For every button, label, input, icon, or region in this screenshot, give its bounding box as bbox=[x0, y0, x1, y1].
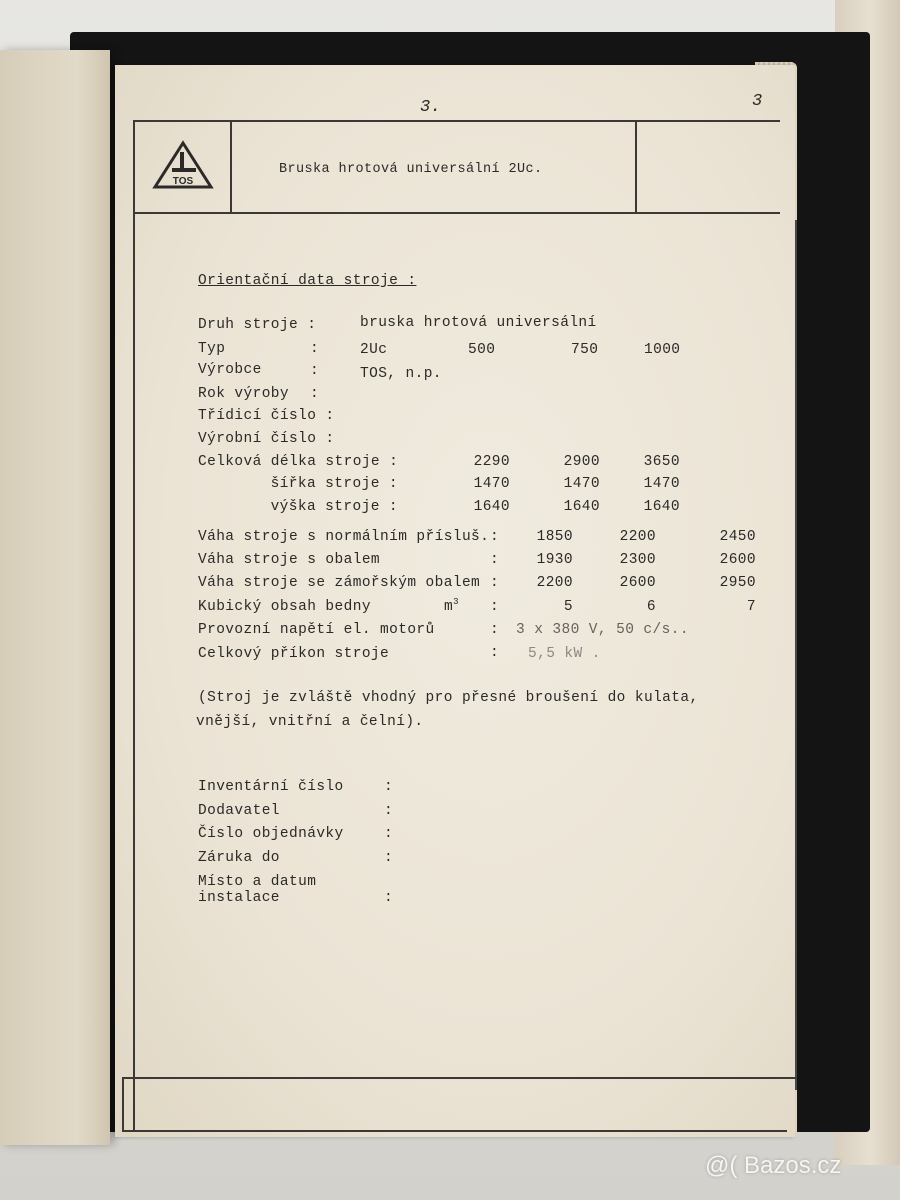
admin-label: instalace bbox=[198, 890, 280, 906]
row-colon: : bbox=[384, 890, 394, 906]
type-value: 750 bbox=[571, 342, 599, 358]
weight-value: 2600 bbox=[719, 552, 756, 568]
dimension-value: 1640 bbox=[563, 499, 600, 515]
admin-label: Inventární číslo bbox=[198, 779, 344, 795]
admin-label: Místo a datum bbox=[198, 874, 317, 890]
type-value: 1000 bbox=[644, 342, 681, 358]
frame-line bbox=[635, 120, 637, 214]
dimension-value: 1640 bbox=[643, 499, 680, 515]
row-colon: : bbox=[310, 386, 320, 402]
electrical-value: 5,5 kW . bbox=[528, 646, 601, 662]
admin-label: Číslo objednávky bbox=[198, 826, 344, 842]
row-value: TOS, n.p. bbox=[360, 366, 442, 382]
bazos-watermark: @( Bazos.cz bbox=[705, 1152, 842, 1179]
corner-page-mark: 3 bbox=[752, 92, 763, 111]
row-label: Rok výroby bbox=[198, 386, 290, 402]
row-colon: : bbox=[384, 826, 394, 842]
weight-value: 2450 bbox=[719, 529, 756, 545]
admin-label: Záruka do bbox=[198, 850, 280, 866]
type-value: 2Uc bbox=[360, 342, 388, 358]
dimension-value: 3650 bbox=[643, 454, 680, 470]
frame-line bbox=[230, 120, 232, 214]
tos-logo bbox=[152, 140, 214, 192]
note-line: vnější, vnitřní a čelní). bbox=[196, 714, 424, 730]
frame-line bbox=[122, 1077, 797, 1079]
row-label: Typ bbox=[198, 341, 226, 357]
row-colon: : bbox=[384, 850, 394, 866]
logo-text: TOS bbox=[172, 176, 194, 187]
row-colon: : bbox=[490, 622, 500, 638]
weight-label: Váha stroje se zámořským obalem bbox=[198, 575, 481, 591]
electrical-label: Provozní napětí el. motorů bbox=[198, 622, 435, 638]
row-colon: : bbox=[384, 803, 394, 819]
row-colon: : bbox=[384, 779, 394, 795]
frame-line bbox=[795, 220, 797, 1090]
weight-value: 5 bbox=[563, 599, 573, 615]
weight-value: 7 bbox=[746, 599, 756, 615]
frame-line bbox=[122, 1077, 124, 1132]
left-page bbox=[0, 50, 110, 1145]
weight-value: 1930 bbox=[536, 552, 573, 568]
dimension-value: 1470 bbox=[643, 476, 680, 492]
row-colon: : bbox=[490, 529, 500, 545]
weight-label: Váha stroje s obalem bbox=[198, 552, 381, 568]
row-value: bruska hrotová universální bbox=[360, 315, 597, 331]
dimension-value: 1640 bbox=[473, 499, 510, 515]
row-colon: : bbox=[310, 363, 320, 379]
dimension-value: 1470 bbox=[473, 476, 510, 492]
dimension-value: 2900 bbox=[563, 454, 600, 470]
frame-line bbox=[122, 1130, 787, 1132]
dimension-value: 2290 bbox=[473, 454, 510, 470]
type-value: 500 bbox=[468, 342, 496, 358]
weight-value: 2200 bbox=[536, 575, 573, 591]
weight-value: 6 bbox=[646, 599, 656, 615]
weight-value: 1850 bbox=[536, 529, 573, 545]
unit-label: $m^3$ bbox=[444, 597, 459, 615]
admin-label: Dodavatel bbox=[198, 803, 280, 819]
row-label: Druh stroje : bbox=[198, 317, 317, 333]
weight-label: Kubický obsah bedny bbox=[198, 599, 371, 615]
dimension-value: 1470 bbox=[563, 476, 600, 492]
row-colon: : bbox=[490, 552, 500, 568]
row-label: Třídicí číslo : bbox=[198, 408, 335, 424]
weight-value: 2300 bbox=[619, 552, 656, 568]
dimension-label: výška stroje : bbox=[270, 499, 398, 515]
weight-value: 2950 bbox=[719, 575, 756, 591]
dimension-label: Celková délka stroje : bbox=[198, 454, 399, 470]
electrical-value: 3 x 380 V, 50 c/s.. bbox=[516, 622, 689, 638]
weight-label: Váha stroje s normálním přísluš. bbox=[198, 529, 490, 545]
dimension-label: šířka stroje : bbox=[270, 476, 398, 492]
row-label: Výrobce bbox=[198, 362, 262, 378]
document-title: Bruska hrotová universální 2Uc. bbox=[279, 162, 543, 177]
row-colon: : bbox=[490, 645, 500, 661]
electrical-label: Celkový příkon stroje bbox=[198, 646, 390, 662]
weight-value: 2600 bbox=[619, 575, 656, 591]
frame-line bbox=[133, 120, 135, 1130]
note-line: (Stroj je zvláště vhodný pro přesné broušení do kulata, bbox=[198, 690, 699, 706]
row-label: Výrobní číslo : bbox=[198, 431, 335, 447]
weight-value: 2200 bbox=[619, 529, 656, 545]
row-colon: : bbox=[490, 575, 500, 591]
row-colon: : bbox=[490, 599, 500, 615]
row-colon: : bbox=[310, 341, 320, 357]
page-number: 3. bbox=[420, 98, 442, 117]
section-title: Orientační data stroje : bbox=[198, 273, 417, 289]
